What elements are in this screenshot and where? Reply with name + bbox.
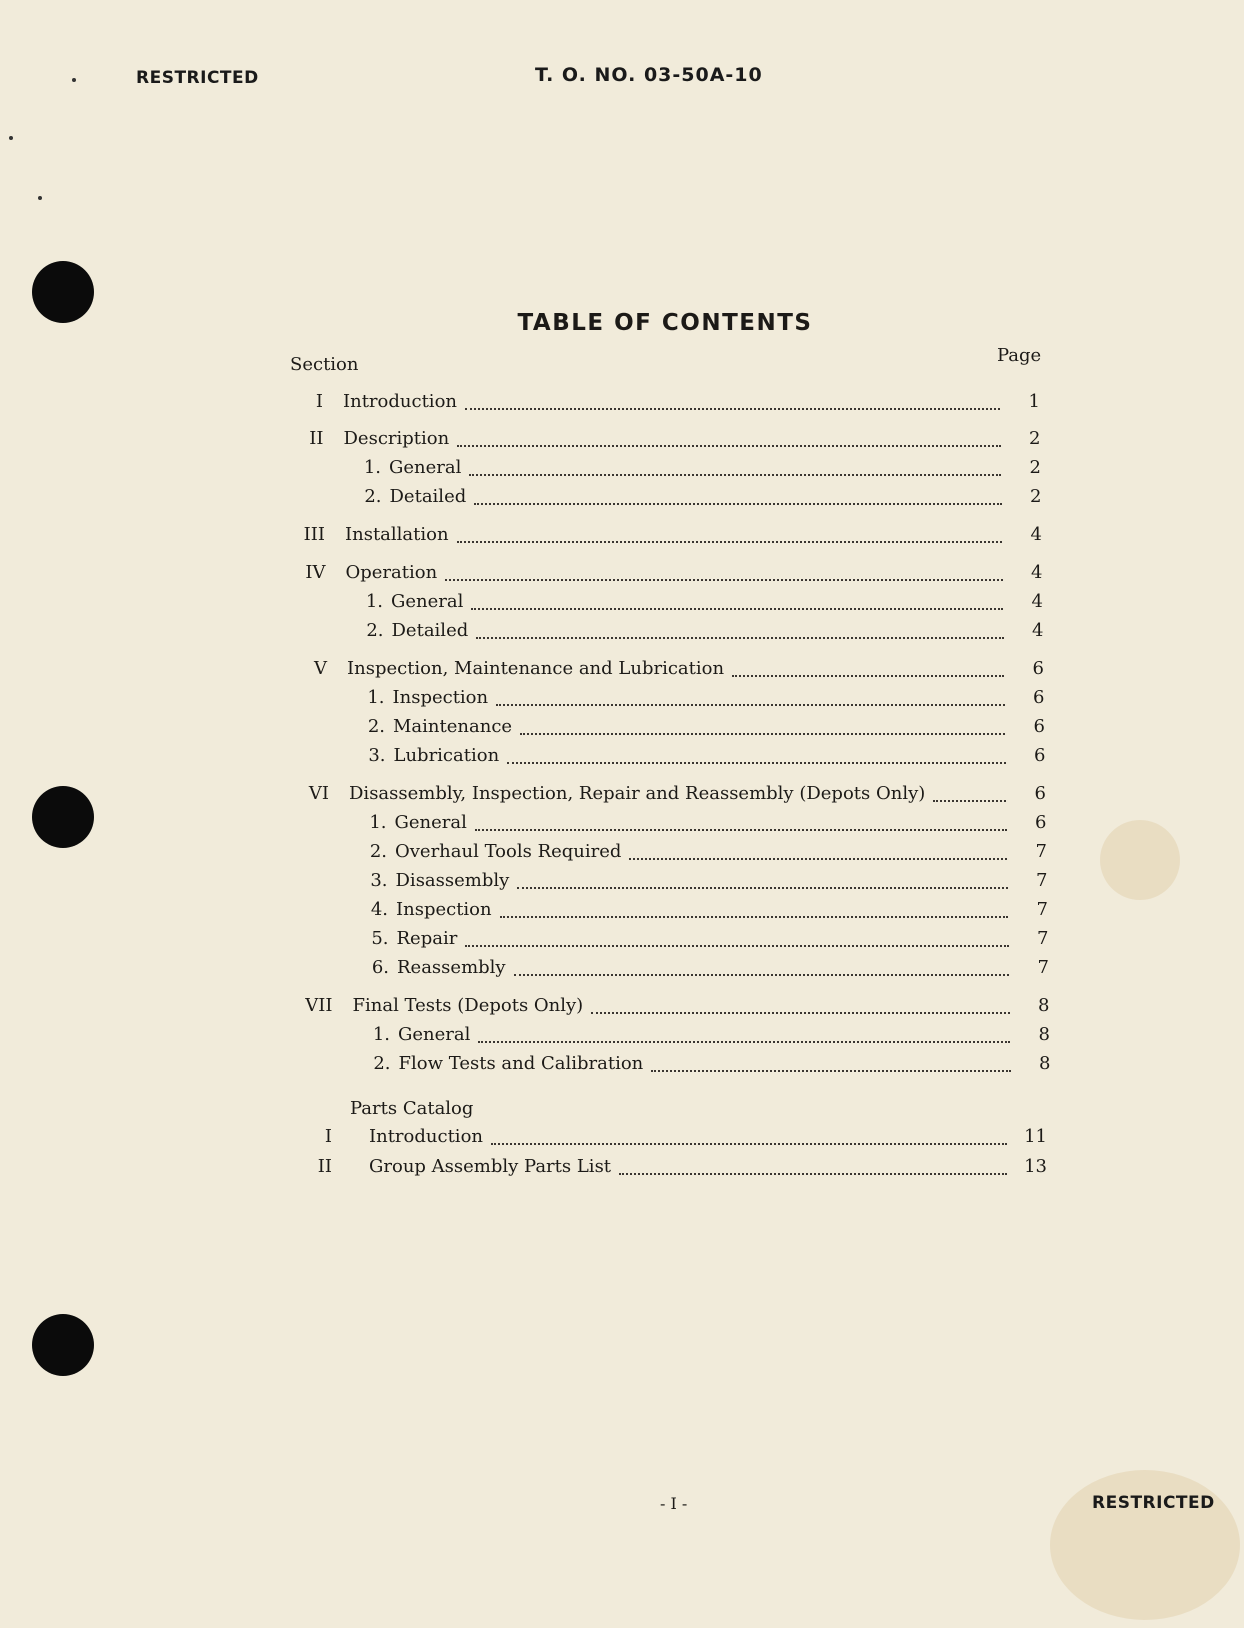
page-title: TABLE OF CONTENTS [517, 310, 813, 336]
restricted-marking-top: RESTRICTED [136, 68, 259, 88]
toc-entry-page: 11 [1024, 1126, 1047, 1147]
parts-catalog-heading: Parts Catalog [350, 1098, 474, 1119]
toc-entry-label: Final Tests (Depots Only) [352, 995, 584, 1016]
page-column-heading: Page [997, 345, 1042, 366]
toc-entry-number: 2. [366, 620, 384, 641]
toc-entry-label: Reassembly [397, 957, 506, 978]
toc-entry [0, 561, 1244, 585]
dot-leader [507, 762, 1005, 764]
toc-entry-label: Inspection, Maintenance and Lubrication [347, 658, 725, 679]
dot-leader [732, 675, 1004, 677]
toc-entry-number: 3. [370, 870, 388, 891]
toc-entry [0, 686, 1244, 710]
toc-entry-label: Repair [396, 928, 458, 949]
toc-entry [0, 590, 1244, 614]
dot-leader [500, 916, 1008, 918]
toc-entry-label: Maintenance [393, 716, 513, 737]
toc-entry [0, 744, 1244, 768]
toc-entry-number: 2. [364, 486, 382, 507]
toc-entry-page: 1 [1028, 391, 1040, 412]
toc-entry-page: 4 [1031, 591, 1043, 612]
toc-entry-number: IV [305, 562, 326, 583]
toc-entry-page: 6 [1032, 658, 1044, 679]
toc-entry-page: 6 [1033, 716, 1045, 737]
dot-leader [591, 1012, 1009, 1014]
dot-leader [933, 800, 1006, 802]
toc-entry-number: 2. [369, 841, 387, 862]
toc-entry-number: 1. [367, 687, 385, 708]
toc-entry-label: Overhaul Tools Required [395, 841, 622, 862]
toc-entry-label: Operation [345, 562, 438, 583]
toc-entry [0, 1155, 1244, 1179]
toc-entry-number: II [309, 428, 324, 449]
toc-entry-label: Detailed [391, 620, 469, 641]
toc-entry-number: I [315, 391, 323, 412]
dot-leader [465, 945, 1008, 947]
dot-leader [471, 608, 1003, 610]
toc-entry [0, 994, 1244, 1018]
toc-entry-page: 6 [1034, 783, 1046, 804]
toc-entry-page: 8 [1038, 995, 1050, 1016]
toc-entry [0, 956, 1244, 980]
toc-entry-page: 7 [1036, 899, 1048, 920]
document-number: T. O. NO. 03-50A-10 [535, 64, 763, 86]
toc-entry-number: II [317, 1156, 332, 1177]
toc-entry-label: Lubrication [393, 745, 500, 766]
dot-leader [457, 541, 1002, 543]
toc-entry-number: 2. [367, 716, 385, 737]
toc-entry [0, 782, 1244, 806]
toc-entry-number: 1. [369, 812, 387, 833]
toc-entry [0, 619, 1244, 643]
speck [38, 196, 42, 200]
toc-entry [0, 927, 1244, 951]
toc-entry-label: Introduction [369, 1126, 483, 1147]
toc-entry [0, 811, 1244, 835]
toc-entry-page: 2 [1029, 457, 1041, 478]
toc-entry [0, 523, 1244, 547]
toc-entry-label: Disassembly, Inspection, Repair and Reassembly (Depots Only) [349, 783, 926, 804]
toc-entry-label: Description [343, 428, 450, 449]
dot-leader [520, 733, 1005, 735]
toc-entry-number: VI [308, 783, 329, 804]
toc-entry-label: Disassembly [395, 870, 510, 891]
toc-entry [0, 898, 1244, 922]
dot-leader [445, 579, 1002, 581]
toc-entry-label: Inspection [396, 899, 492, 920]
toc-entry [0, 427, 1244, 451]
toc-entry-label: General [394, 812, 467, 833]
toc-entry-label: Group Assembly Parts List [369, 1156, 612, 1177]
toc-entry-label: Detailed [389, 486, 467, 507]
toc-entry [0, 456, 1244, 480]
dot-leader [476, 637, 1003, 639]
dot-leader [465, 408, 1000, 410]
toc-entry-page: 2 [1029, 428, 1041, 449]
dot-leader [629, 858, 1007, 860]
toc-entry-number: III [303, 524, 325, 545]
toc-entry-page: 7 [1037, 957, 1049, 978]
toc-entry [0, 1023, 1244, 1047]
toc-entry-label: General [389, 457, 462, 478]
toc-entry-number: 6. [371, 957, 389, 978]
toc-entry-label: Flow Tests and Calibration [398, 1053, 644, 1074]
toc-entry-label: General [398, 1024, 471, 1045]
toc-entry-number: 1. [365, 591, 383, 612]
toc-entry-page: 4 [1031, 562, 1043, 583]
toc-entry [0, 485, 1244, 509]
speck [72, 78, 76, 82]
toc-entry [0, 390, 1244, 414]
toc-entry-page: 8 [1038, 1024, 1050, 1045]
toc-entry-number: V [314, 658, 327, 679]
dot-leader [469, 474, 1001, 476]
dot-leader [474, 503, 1001, 505]
toc-entry-label: Introduction [343, 391, 457, 412]
toc-entry-number: VII [305, 995, 333, 1016]
dot-leader [457, 445, 1000, 447]
toc-entry [0, 1125, 1244, 1149]
dot-leader [514, 974, 1009, 976]
toc-entry-page: 7 [1035, 841, 1047, 862]
toc-entry-page: 7 [1037, 928, 1049, 949]
page-number: - I - [660, 1494, 688, 1513]
toc-entry [0, 1052, 1244, 1076]
toc-entry-number: 1. [372, 1024, 390, 1045]
restricted-marking-bottom: RESTRICTED [1092, 1493, 1215, 1513]
dot-leader [496, 704, 1004, 706]
toc-entry-page: 2 [1030, 486, 1042, 507]
toc-entry [0, 869, 1244, 893]
dot-leader [619, 1173, 1007, 1175]
dot-leader [491, 1143, 1007, 1145]
toc-entry [0, 840, 1244, 864]
dot-leader [475, 829, 1007, 831]
toc-entry-number: 5. [371, 928, 389, 949]
toc-entry-page: 4 [1032, 620, 1044, 641]
toc-entry-label: General [391, 591, 464, 612]
dot-leader [478, 1041, 1010, 1043]
toc-entry-page: 7 [1036, 870, 1048, 891]
toc-entry [0, 657, 1244, 681]
toc-entry-number: 4. [370, 899, 388, 920]
section-column-heading: Section [290, 354, 359, 375]
toc-entry-page: 6 [1033, 687, 1045, 708]
speck [9, 136, 13, 140]
toc-entry-label: Inspection [392, 687, 489, 708]
binder-hole [32, 1314, 94, 1376]
toc-entry-number: I [324, 1126, 332, 1147]
toc-entry [0, 715, 1244, 739]
toc-entry-page: 13 [1024, 1156, 1047, 1177]
dot-leader [651, 1070, 1010, 1072]
toc-entry-number: 1. [363, 457, 381, 478]
toc-entry-number: 2. [373, 1053, 391, 1074]
toc-entry-page: 6 [1034, 745, 1046, 766]
toc-entry-page: 6 [1035, 812, 1047, 833]
toc-entry-page: 8 [1039, 1053, 1051, 1074]
toc-entry-label: Installation [345, 524, 449, 545]
toc-entry-number: 3. [368, 745, 386, 766]
toc-entry-page: 4 [1030, 524, 1042, 545]
dot-leader [517, 887, 1007, 889]
